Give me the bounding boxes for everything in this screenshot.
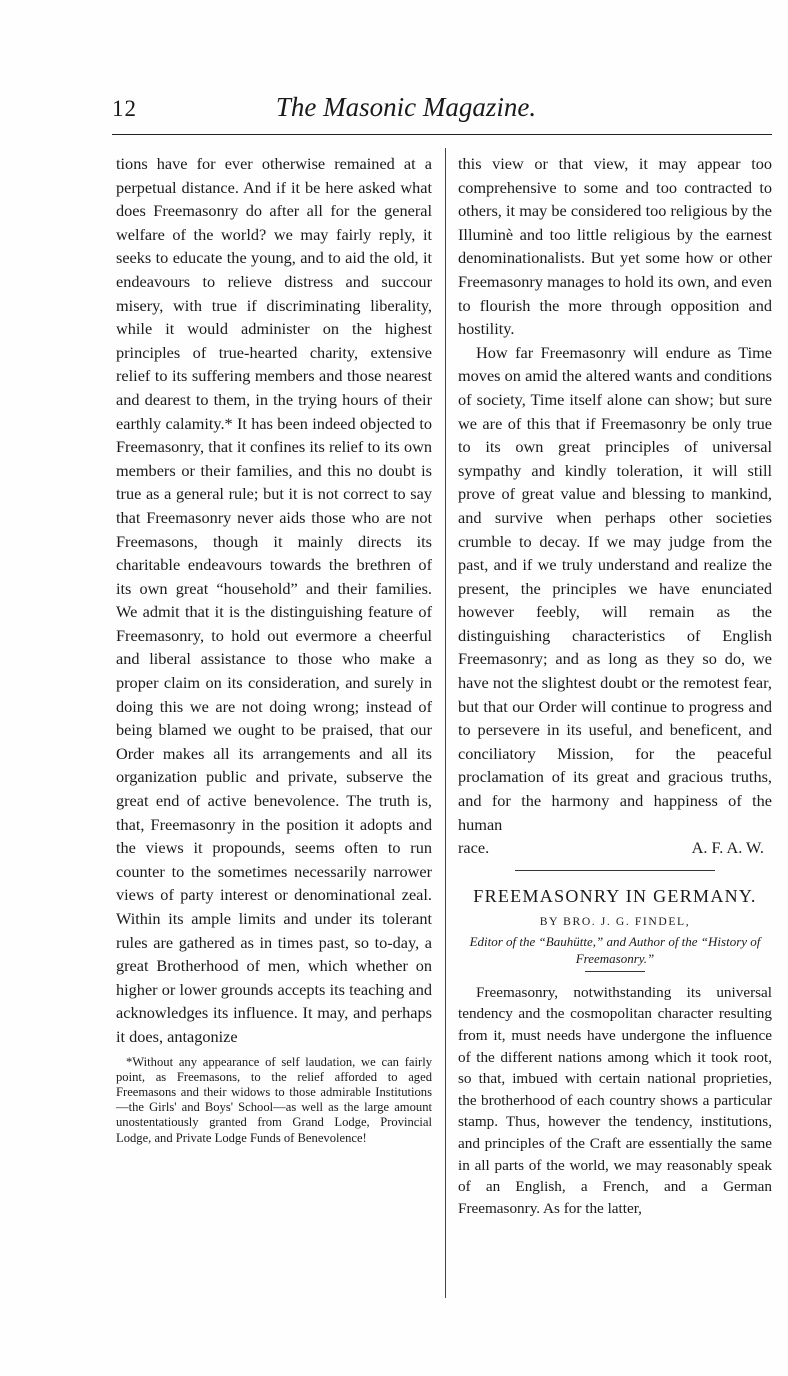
- left-column-paragraph: tions have for ever otherwise remained at a perpetual distance. And if it be here asked what does Freemasonry do after all for the general welfare of the world? we may fairly reply, it seeks to educate the young, and to aid the old, it endeavours to relieve distress and succour misery, with true if discriminating liberality, while it would administer on the highest principles of true-hearted charity, extensive relief to its suffering members and those nearest and dearest to them, in the trying hours of their earthly calamity.* It has been indeed objected to Freemasonry, that it confines its relief to its own members or their families, and this no doubt is true as a general rule; but it is not correct to say that Freemasonry never aids those who are not Freemasons, though it mainly directs its charitable endeavours towards the brethren of its own great “household” and their families. We admit that it is the distinguishing feature of Freemasonry, to hold out evermore a cheerful and liberal assistance to those who make a proper claim on its consideration, and surely in doing this we are not doing wrong; instead of being blamed we ought to be praised, that our Order makes all its arrangements and all its organization public and private, subserve the great end of active benevolence. The truth is, that, Freemasonry in the position it adopts and the views it propounds, seems often to run counter to the sometimes necessarily narrower views of party interest or denominational zeal. Within its ample limits and under its tolerant rules are gathered as in times past, so to-day, a great Brotherhood of men, which whether on higher or lower grounds accepts its teaching and acknowledges its influence. It may, and perhaps it does, antagonize: [116, 154, 432, 1046]
- article-title: FREEMASONRY IN GERMANY.: [473, 885, 757, 906]
- left-column: [116, 152, 432, 1146]
- closing-word: race.: [458, 838, 490, 858]
- signature-line: [458, 836, 772, 860]
- footnote: *Without any appearance of self laudation, we can fairly point, as Freemasons, to the relief afforded to aged Freemasons and their widows to those admirable Institutions—the Girls' and Boys' School—as well as the large amount unostentatiously granted from Grand Lodge, Provincial Lodge, and Private Lodge Funds of Benevolence!: [116, 1054, 432, 1145]
- page-number: 12: [112, 96, 137, 121]
- running-head-title: The Masonic Magazine.: [275, 92, 537, 122]
- right-column-paragraph-1: this view or that view, it may appear too comprehensive to some and too contracted to others, it may be considered too religious by the Illuminè and too little religious by the earnest denominationalists. But yet some how or other Freemasonry manages to hold its own, and even to flourish the more through opposition and hostility.: [458, 154, 772, 339]
- author-signature: A. F. A. W.: [691, 838, 764, 858]
- header-rule: [112, 134, 772, 135]
- column-divider: [445, 148, 446, 1298]
- byline-rule: [585, 971, 645, 972]
- right-column: [458, 152, 772, 1219]
- author-note: Editor of the “Bauhütte,” and Author of the “History of Freemasonry.”: [469, 933, 761, 966]
- article-body: Freemasonry, notwithstanding its universal tendency and the cosmopolitan character resulting from it, must needs have undergone the influence of the different nations among which it took root, so that, imbued with certain national proprieties, the brotherhood of each country shows a particular stamp. Thus, however the tendency, institutions, and principles of the Craft are essentially the same in all parts of the world, we may reasonably speak of an English, a French, and a German Freemasonry. As for the latter,: [458, 983, 772, 1217]
- right-column-paragraph-2: How far Freemasonry will endure as Time moves on amid the altered wants and conditions of society, Time itself alone can show; but sure we are of this that if Freemasonry be only true to its own great principles of universal sympathy and kindly toleration, it will still prove of great value and blessing to mankind, and survive when perhaps other societies crumble to decay. If we may judge from the past, and if we truly understand and realize the present, the principles we have enunciated however feebly, will remain as the distinguishing characteristics of English Freemasonry; and as long as they so do, we have not the slightest doubt or the remotest fear, but that our Order will continue to progress and to persevere in its useful, and beneficent, and conciliatory Mission, for the peaceful proclamation of its great and gracious truths, and for the harmony and happiness of the human: [458, 342, 772, 834]
- section-divider: [515, 870, 715, 871]
- article-byline: BY BRO. J. G. FINDEL,: [539, 914, 691, 928]
